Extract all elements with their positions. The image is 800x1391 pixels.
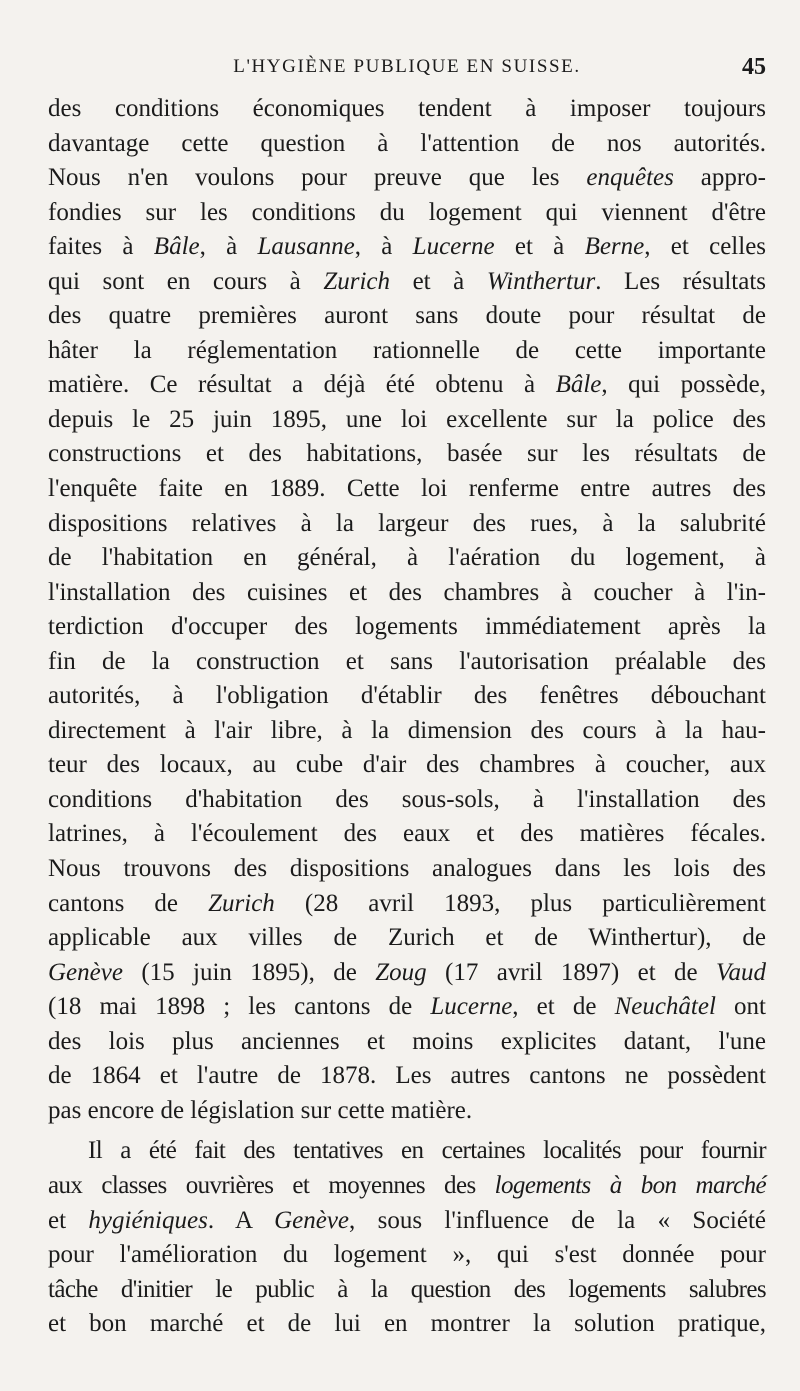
place-name: Vaud [716, 958, 767, 986]
text-line: de l'habitation en général, à l'aération du logement, à [48, 544, 766, 572]
text-line: teur des locaux, au cube d'air des chambres à coucher, aux [48, 751, 766, 779]
running-title: L'HYGIÈNE PUBLIQUE EN SUISSE. [233, 56, 581, 77]
text-line: pas encore de législation sur cette matière. [48, 1096, 473, 1124]
text-line: dispositions relatives à la largeur des rues, à la salubrité [48, 509, 766, 537]
text-line: cantons de Zurich (28 avril 1893, plus particulièrement [48, 889, 767, 917]
italic-term: hygiéniques [88, 1206, 208, 1234]
text-line: Nous n'en voulons pour preuve que les enquêtes appro- [48, 164, 766, 192]
paragraph-1 [48, 92, 766, 1128]
text-line: autorités, à l'obligation d'établir des fenêtres débouchant [48, 682, 766, 710]
text-line: aux classes ouvrières et moyennes des logements à bon marché [48, 1171, 766, 1199]
text-line: des conditions économiques tendent à imposer toujours [48, 95, 766, 122]
text-line: terdiction d'occuper des logements immédiatement après la [48, 613, 766, 641]
place-name: Zurich [323, 267, 390, 295]
place-name: Genève [274, 1206, 350, 1234]
text-line: fondies sur les conditions du logement qui viennent d'être [48, 198, 766, 226]
place-name: Zoug [375, 958, 427, 986]
text-line: des quatre premières auront sans doute pour résultat de [48, 302, 766, 330]
text-line: conditions d'habitation des sous-sols, à l'installation des [48, 785, 766, 813]
place-name: Lausanne [257, 233, 355, 261]
body-text [48, 92, 766, 1342]
text-line: pour l'amélioration du logement », qui s'est donnée pour [48, 1241, 766, 1269]
place-name: Bâle [555, 371, 602, 399]
text-line: directement à l'air libre, à la dimension des cours à la hau- [48, 716, 766, 744]
text-line: hâter la réglementation rationnelle de cette importante [48, 336, 766, 364]
place-name: Neuchâtel [614, 993, 716, 1021]
place-name: Bâle [153, 233, 200, 261]
place-name: Lucerne [412, 233, 495, 261]
text-line: l'installation des cuisines et des chambres à coucher à l'in- [48, 578, 766, 606]
text-line: Genève (15 juin 1895), de Zoug (17 avril 1897) et de Vaud [48, 958, 767, 986]
text-line: tâche d'initier le public à la question des logements salubres [48, 1275, 766, 1303]
text-line: et hygiéniques. A Genève, sous l'influence de la « Société [48, 1206, 767, 1234]
text-line: et bon marché et de lui en montrer la solution pratique, [48, 1310, 766, 1338]
page-header [48, 56, 766, 88]
text-line: davantage cette question à l'attention de nos autorités. [48, 129, 766, 157]
text-line: fin de la construction et sans l'autorisation préalable des [48, 647, 766, 675]
text-line: faites à Bâle, à Lausanne, à Lucerne et à Berne, et celles [48, 233, 767, 261]
text-line: l'enquête faite en 1889. Cette loi renferme entre autres des [48, 475, 766, 503]
text-line: applicable aux villes de Zurich et de Winthertur), de [48, 924, 766, 952]
place-name: Lucerne [430, 993, 513, 1021]
text-line: latrines, à l'écoulement des eaux et des matières fécales. [48, 820, 766, 848]
text-line: depuis le 25 juin 1895, une loi excellente sur la police des [48, 405, 766, 433]
place-name: Winthertur [486, 267, 596, 295]
text-line: Nous trouvons des dispositions analogues dans les lois des [48, 855, 766, 883]
place-name: Zurich [208, 889, 275, 917]
text-line: Il a été fait des tentatives en certaines localités pour fournir [88, 1137, 766, 1165]
text-line: constructions et des habitations, basée sur les résultats de [48, 440, 766, 468]
text-line: qui sont en cours à Zurich et à Winthertur. Les résultats [48, 267, 766, 295]
paragraph-2 [48, 1134, 766, 1341]
text-line: matière. Ce résultat a déjà été obtenu à Bâle, qui possède, [48, 371, 766, 399]
text-line: des lois plus anciennes et moins explicites datant, l'une [48, 1027, 766, 1055]
page-number: 45 [742, 54, 766, 80]
text-line: de 1864 et l'autre de 1878. Les autres cantons ne possèdent [48, 1062, 766, 1090]
place-name: Genève [48, 958, 123, 986]
italic-term: logements à bon marché [494, 1171, 766, 1199]
text-line: (18 mai 1898 ; les cantons de Lucerne, et de Neuchâtel ont [48, 993, 766, 1021]
place-name: Berne [584, 233, 645, 261]
italic-term: enquêtes [586, 164, 674, 192]
